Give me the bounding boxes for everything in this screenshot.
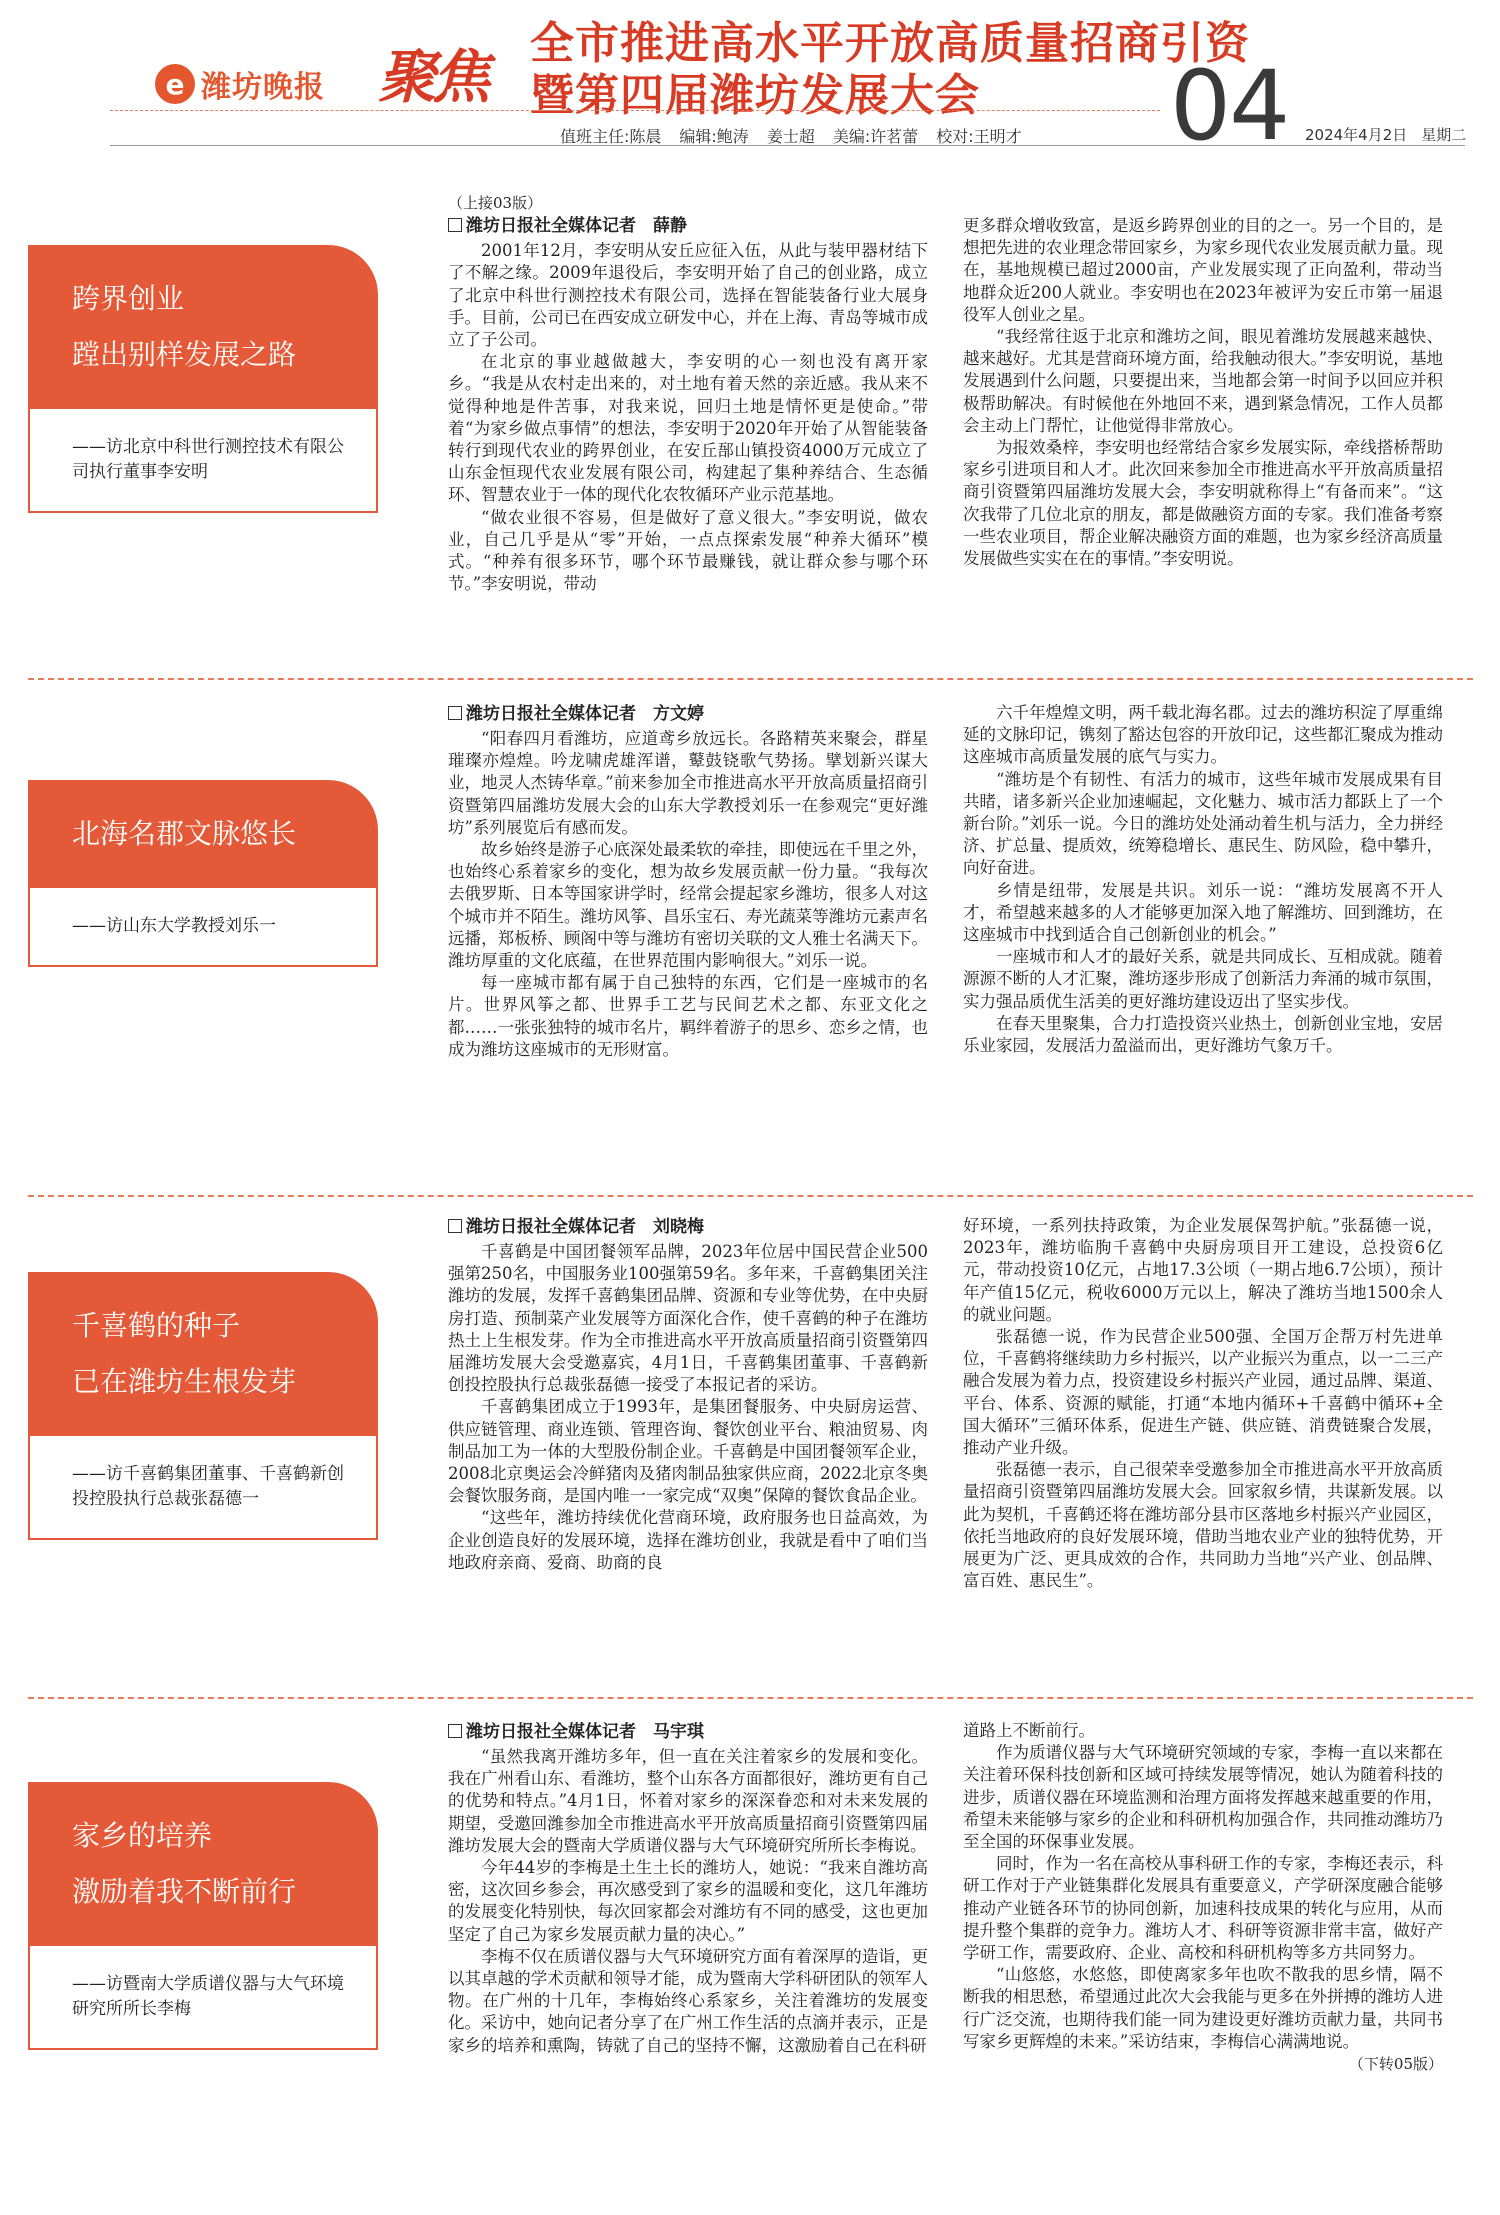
credit-editor-2: 姜士超 — [766, 127, 815, 146]
byline-box-icon — [448, 1219, 462, 1233]
paragraph: 道路上不断前行。 — [963, 1721, 1095, 1740]
paragraph: 更多群众增收致富，是返乡跨界创业的目的之一。另一个目的，是想把先进的农业理念带回家乡，为家乡现代农业发展贡献力量。现在，基地规模已超过2000亩，产业发展实现了正向盈利，带动当地群众近200人就业。李安明也在2023年被评为安丘市第一届退役军人创业之星。 — [963, 216, 1443, 324]
article-3-title — [30, 1274, 376, 1436]
byline-box-icon — [448, 218, 462, 232]
article-1-col-right — [963, 215, 1443, 655]
masthead-rule — [110, 145, 1465, 146]
paragraph: 每一座城市都有属于自己独特的东西，它们是一座城市的名片。世界风筝之都、世界手工艺与民间艺术之都、东亚文化之都……一张张独特的城市名片，羁绊着游子的思乡、恋乡之情，也成为潍坊这座城市的无形财富。 — [448, 973, 928, 1059]
article-2-title-card — [28, 780, 378, 967]
paragraph: 今年44岁的李梅是土生土长的潍坊人，她说：“我来自潍坊高密，这次回乡参会，再次感受到了家乡的温暖和变化，这几年潍坊的发展变化特别快，每次回家都会对潍坊有不同的感受，这也更加坚定了自己为家乡发展贡献力量的决心。” — [448, 1858, 928, 1944]
dateline — [1305, 124, 1466, 145]
paragraph: “阳春四月看潍坊，应道鸢乡放远长。各路精英来聚会，群星璀璨亦煌煌。吟龙啸虎雄浑谱，鼙鼓铙歌气势扬。擘划新兴谋大业，地灵人杰铸华章。”前来参加全市推进高水平开放高质量招商引资暨第四届潍坊发展大会的山东大学教授刘乐一在参观完“更好潍坊”系列展览后有感而发。 — [448, 729, 928, 837]
paragraph: 乡情是纽带，发展是共识。刘乐一说：“潍坊发展离不开人才，希望越来越多的人才能够更加深入地了解潍坊、回到潍坊，在这座城市中找到适合自己创新创业的机会。” — [963, 880, 1443, 945]
paragraph: “山悠悠，水悠悠，即使离家多年也吹不散我的思乡情，隔不断我的相思愁，希望通过此次大会我能与更多在外拼搏的潍坊人进行广泛交流，也期待我们能一同为建设更好潍坊贡献力量，共同书写家乡更辉煌的未来。”采访结束，李梅信心满满地说。 — [963, 1965, 1443, 2051]
article-separator — [28, 1697, 1473, 1699]
article-1-byline: 潍坊日报社全媒体记者 薛静 — [448, 214, 928, 238]
page-headline — [530, 18, 1250, 122]
paragraph: 在春天里聚集，合力打造投资兴业热土，创新创业宝地，安居乐业家园，发展活力盈溢而出，更好潍坊气象万千。 — [963, 1013, 1443, 1056]
article-4-continued-to: （下转05版） — [1348, 2055, 1443, 2074]
credit-duty-editor: 值班主任:陈晨 — [560, 127, 662, 146]
paragraph: 作为质谱仪器与大气环境研究领域的专家，李梅一直以来都在关注着环保科技创新和区域可持续发展等情况，她认为随着科技的进步，质谱仪器在环境监测和治理方面将发挥越来越重要的作用，希望未来能够与家乡的企业和科研机构加强合作，共同推动潍坊乃至全国的环保事业发展。 — [963, 1743, 1443, 1852]
paragraph: 李梅不仅在质谱仪器与大气环境研究方面有着深厚的造诣，更以其卓越的学术贡献和领导才能，成为暨南大学科研团队的领军人物。在广州的十几年，李梅始终心系家乡，关注着潍坊的发展变化。采访中，她向记者分享了在广州工作生活的点滴并表示，正是家乡的培养和熏陶，铸就了自己的坚持不懈，这激励着自己在科研 — [448, 1946, 928, 2055]
paragraph: 张磊德一说，作为民营企业500强、全国万企帮万村先进单位，千喜鹤将继续助力乡村振兴，以产业振兴为重点，以一二三产融合发展为着力点，投资建设乡村振兴产业园，通过品牌、渠道、平台、体系、资源的赋能，打通“本地内循环+千喜鹤中循环+全国大循环”三循环体系，促进生产链、供应链、消费链聚合发展，推动产业升级。 — [963, 1327, 1443, 1458]
article-2-title — [30, 782, 376, 888]
article-3-title-line-2: 已在潍坊生根发芽 — [72, 1365, 297, 1398]
paragraph: 故乡始终是游子心底深处最柔软的牵挂，即使远在千里之外，也始终心系着家乡的变化，想为故乡发展贡献一份力量。“我每次去俄罗斯、日本等国家讲学时，经常会提起家乡潍坊，很多人对这个城市并不陌生。潍坊风筝、昌乐宝石、寿光蔬菜等潍坊元素声名远播，郑板桥、顾阁中等与潍坊有密切关联的文人雅士名满天下。潍坊厚重的文化底蕴，在世界范围内影响很大。”刘乐一说。 — [448, 840, 928, 971]
article-1-title-card — [28, 245, 378, 513]
masthead-dashed-rule — [110, 110, 1160, 111]
article-4-col-right — [963, 1720, 1443, 2200]
article-3-subtitle: ——访千喜鹤集团董事、千喜鹤新创投控股执行总裁张磊德一 — [72, 1464, 344, 1509]
article-1-title-line-2: 蹚出别样发展之路 — [72, 338, 297, 371]
paragraph: 在北京的事业越做越大，李安明的心一刻也没有离开家乡。“我是从农村走出来的，对土地有着天然的亲近感。我从来不觉得种地是件苦事，对我来说，回归土地是情怀更是使命。”带着“为家乡做点事情”的想法，李安明于2020年开始了从智能装备转行到现代农业的跨界创业，在安丘郚山镇投资4000万元成立了山东金恒现代农业发展有限公司，构建起了集种养结合、生态循环、智慧农业于一体的现代化农牧循环产业示范基地。 — [448, 352, 928, 505]
headline-line-1: 全市推进高水平开放高质量招商引资 — [530, 18, 1250, 69]
paragraph: “潍坊是个有韧性、有活力的城市，这些年城市发展成果有目共睹，诸多新兴企业加速崛起，文化魅力、城市活力都跃上了一个新台阶。”刘乐一说。今日的潍坊处处涌动着生机与活力，全力拼经济、扩总量、提质效，统筹稳增长、惠民生、防风险，稳中攀升，向好奋进。 — [963, 769, 1443, 878]
byline-box-icon — [448, 1724, 462, 1738]
article-4-col-left — [448, 1720, 928, 2200]
paragraph: 为报效桑梓，李安明也经常结合家乡发展实际，牵线搭桥帮助家乡引进项目和人才。此次回来参加全市推进高水平开放高质量招商引资暨第四届潍坊发展大会，李安明就称得上“有备而来”。“这次我带了几位北京的朋友，都是做融资方面的专家。我们准备考察一些农业项目，帮企业解决融资方面的难题，也为家乡经济高质量发展做些实实在在的事情。”李安明说。 — [963, 438, 1443, 569]
article-3-title-line-1: 千喜鹤的种子 — [72, 1309, 241, 1342]
article-2-col-right — [963, 702, 1443, 1160]
issue-weekday: 星期二 — [1421, 126, 1467, 144]
paragraph: 张磊德一表示，自己很荣幸受邀参加全市推进高水平开放高质量招商引资暨第四届潍坊发展大会。回家叙乡情，共谋新发展。以此为契机，千喜鹤还将在潍坊部分县市区落地乡村振兴产业园区，依托当地政府的良好发展环境，借助当地农业产业的独特优势，开展更为广泛、更具成效的合作，共同助力当地“兴产业、创品牌、富百姓、惠民生”。 — [963, 1460, 1443, 1591]
article-3-byline: 潍坊日报社全媒体记者 刘晓梅 — [448, 1215, 928, 1239]
byline-box-icon — [448, 706, 462, 720]
headline-line-2: 暨第四届潍坊发展大会 — [530, 70, 980, 121]
paragraph: 好环境，一系列扶持政策，为企业发展保驾护航。”张磊德一说，2023年，潍坊临朐千喜鹤中央厨房项目开工建设，总投资6亿元，带动投资10亿元，占地17.3公顷（一期占地6.7公顷），预计年产值15亿元，税收6000万元以上，解决了潍坊当地1500余人的就业问题。 — [963, 1216, 1443, 1324]
article-3-title-card — [28, 1272, 378, 1540]
issue-date: 2024年4月2日 — [1305, 126, 1408, 144]
article-1-subtitle: ——访北京中科世行测控技术有限公司执行董事李安明 — [72, 437, 344, 482]
page-number: 04 — [1170, 50, 1289, 162]
editor-credits — [560, 124, 1022, 147]
logo-e-icon: e — [155, 64, 195, 104]
article-4-title — [30, 1784, 376, 1946]
article-1-title — [30, 247, 376, 409]
newspaper-logo — [155, 58, 325, 110]
paragraph: 同时，作为一名在高校从事科研工作的专家，李梅还表示，科研工作对于产业链集群化发展具有重要意义，产学研深度融合能够推动产业链各环节的协同创新，加速科技成果的转化与应用，从而提升整个集群的竞争力。潍坊人才、科研等资源非常丰富，做好产学研工作，需要政府、企业、高校和科研机构等多方共同努力。 — [963, 1854, 1443, 1963]
article-4-byline: 潍坊日报社全媒体记者 马宇琪 — [448, 1720, 928, 1744]
article-3-col-left — [448, 1215, 928, 1682]
credit-proofreader: 校对:王明才 — [936, 127, 1022, 146]
paragraph: 一座城市和人才的最好关系，就是共同成长、互相成就。随着源源不断的人才汇聚，潍坊逐步形成了创新活力奔涌的城市氛围，实力强品质优生活美的更好潍坊建设迈出了坚实步伐。 — [963, 947, 1443, 1011]
article-2-title-line-1: 北海名郡文脉悠长 — [72, 817, 297, 850]
article-4-title-line-1: 家乡的培养 — [72, 1819, 213, 1852]
article-1-title-line-1: 跨界创业 — [72, 282, 185, 315]
article-3-col-right — [963, 1215, 1443, 1682]
paragraph: “这些年，潍坊持续优化营商环境，政府服务也日益高效，为企业创造良好的发展环境，选择在潍坊创业，我就是看中了咱们当地政府亲商、爱商、助商的良 — [448, 1508, 928, 1572]
article-4-subtitle: ——访暨南大学质谱仪器与大气环境研究所所长李梅 — [72, 1974, 344, 2019]
newspaper-name: 潍坊晚报 — [201, 70, 325, 105]
article-2-subtitle: ——访山东大学教授刘乐一 — [72, 916, 276, 936]
article-2-col-left — [448, 702, 928, 1160]
paragraph: “做农业很不容易，但是做好了意义很大。”李安明说，做农业，自己几乎是从“零”开始，一点点探索发展“种养大循环”模式。“种养有很多环节，哪个环节最赚钱，就让群众参与哪个环节。”李安明说，带动 — [448, 507, 928, 594]
article-1-continued-from: （上接03版） — [448, 194, 543, 212]
article-4-title-line-2: 激励着我不断前行 — [72, 1875, 297, 1908]
article-separator — [28, 1195, 1473, 1197]
article-4-title-card — [28, 1782, 378, 2050]
paragraph: 六千年煌煌文明，两千载北海名郡。过去的潍坊积淀了厚重绵延的文脉印记，镌刻了豁达包容的开放印记，这些都汇聚成为推动这座城市高质量发展的底气与实力。 — [963, 703, 1443, 767]
article-2-byline: 潍坊日报社全媒体记者 方文婷 — [448, 702, 928, 726]
paragraph: 千喜鹤是中国团餐领军品牌，2023年位居中国民营企业500强第250名，中国服务业100强第59名。多年来，千喜鹤集团关注潍坊的发展，发挥千喜鹤集团品牌、资源和专业等优势，在中央厨房打造、预制菜产业发展等方面深化合作，使千喜鹤的种子在潍坊热土上生根发芽。作为全市推进高水平开放高质量招商引资暨第四届潍坊发展大会受邀嘉宾，4月1日，千喜鹤集团董事、千喜鹤新创投控股执行总裁张磊德一接受了本报记者的采访。 — [448, 1242, 928, 1395]
credit-designer: 美编:许茗蕾 — [832, 127, 919, 146]
feature-mark: 聚焦 — [378, 43, 487, 111]
paragraph: “我经常往返于北京和潍坊之间，眼见着潍坊发展越来越快、越来越好。尤其是营商环境方面，给我触动很大。”李安明说，基地发展遇到什么问题，只要提出来，当地都会第一时间予以回应并积极帮助解决。有时候他在外地回不来，遇到紧急情况，工作人员都会主动上门帮忙，让他觉得非常放心。 — [963, 327, 1443, 435]
paragraph: “虽然我离开潍坊多年，但一直在关注着家乡的发展和变化。我在广州看山东、看潍坊，整个山东各方面都很好，潍坊更有自己的优势和特点。”4月1日，怀着对家乡的深深眷恋和对未来发展的期望，受邀回潍参加全市推进高水平开放高质量招商引资暨第四届潍坊发展大会的暨南大学质谱仪器与大气环境研究所所长李梅说。 — [448, 1747, 928, 1855]
paragraph: 千喜鹤集团成立于1993年，是集团餐服务、中央厨房运营、供应链管理、商业连锁、管理咨询、餐饮创业平台、粮油贸易、肉制品加工为一体的大型股份制企业。千喜鹤是中国团餐领军企业，2008北京奥运会冷鲜猪肉及猪肉制品独家供应商，2022北京冬奥会餐饮服务商，是国内唯一一家完成“双奥”保障的餐饮食品企业。 — [448, 1397, 928, 1506]
article-1-col-left — [448, 192, 928, 654]
paragraph: 2001年12月，李安明从安丘应征入伍，从此与装甲器材结下了不解之缘。2009年退役后，李安明开始了自己的创业路，成立了北京中科世行测控技术有限公司，选择在智能装备行业大展身手。目前，公司已在西安成立研发中心，并在上海、青岛等城市成立了子公司。 — [448, 241, 928, 350]
article-separator — [28, 678, 1473, 680]
credit-editor: 编辑:鲍涛 — [679, 127, 749, 146]
